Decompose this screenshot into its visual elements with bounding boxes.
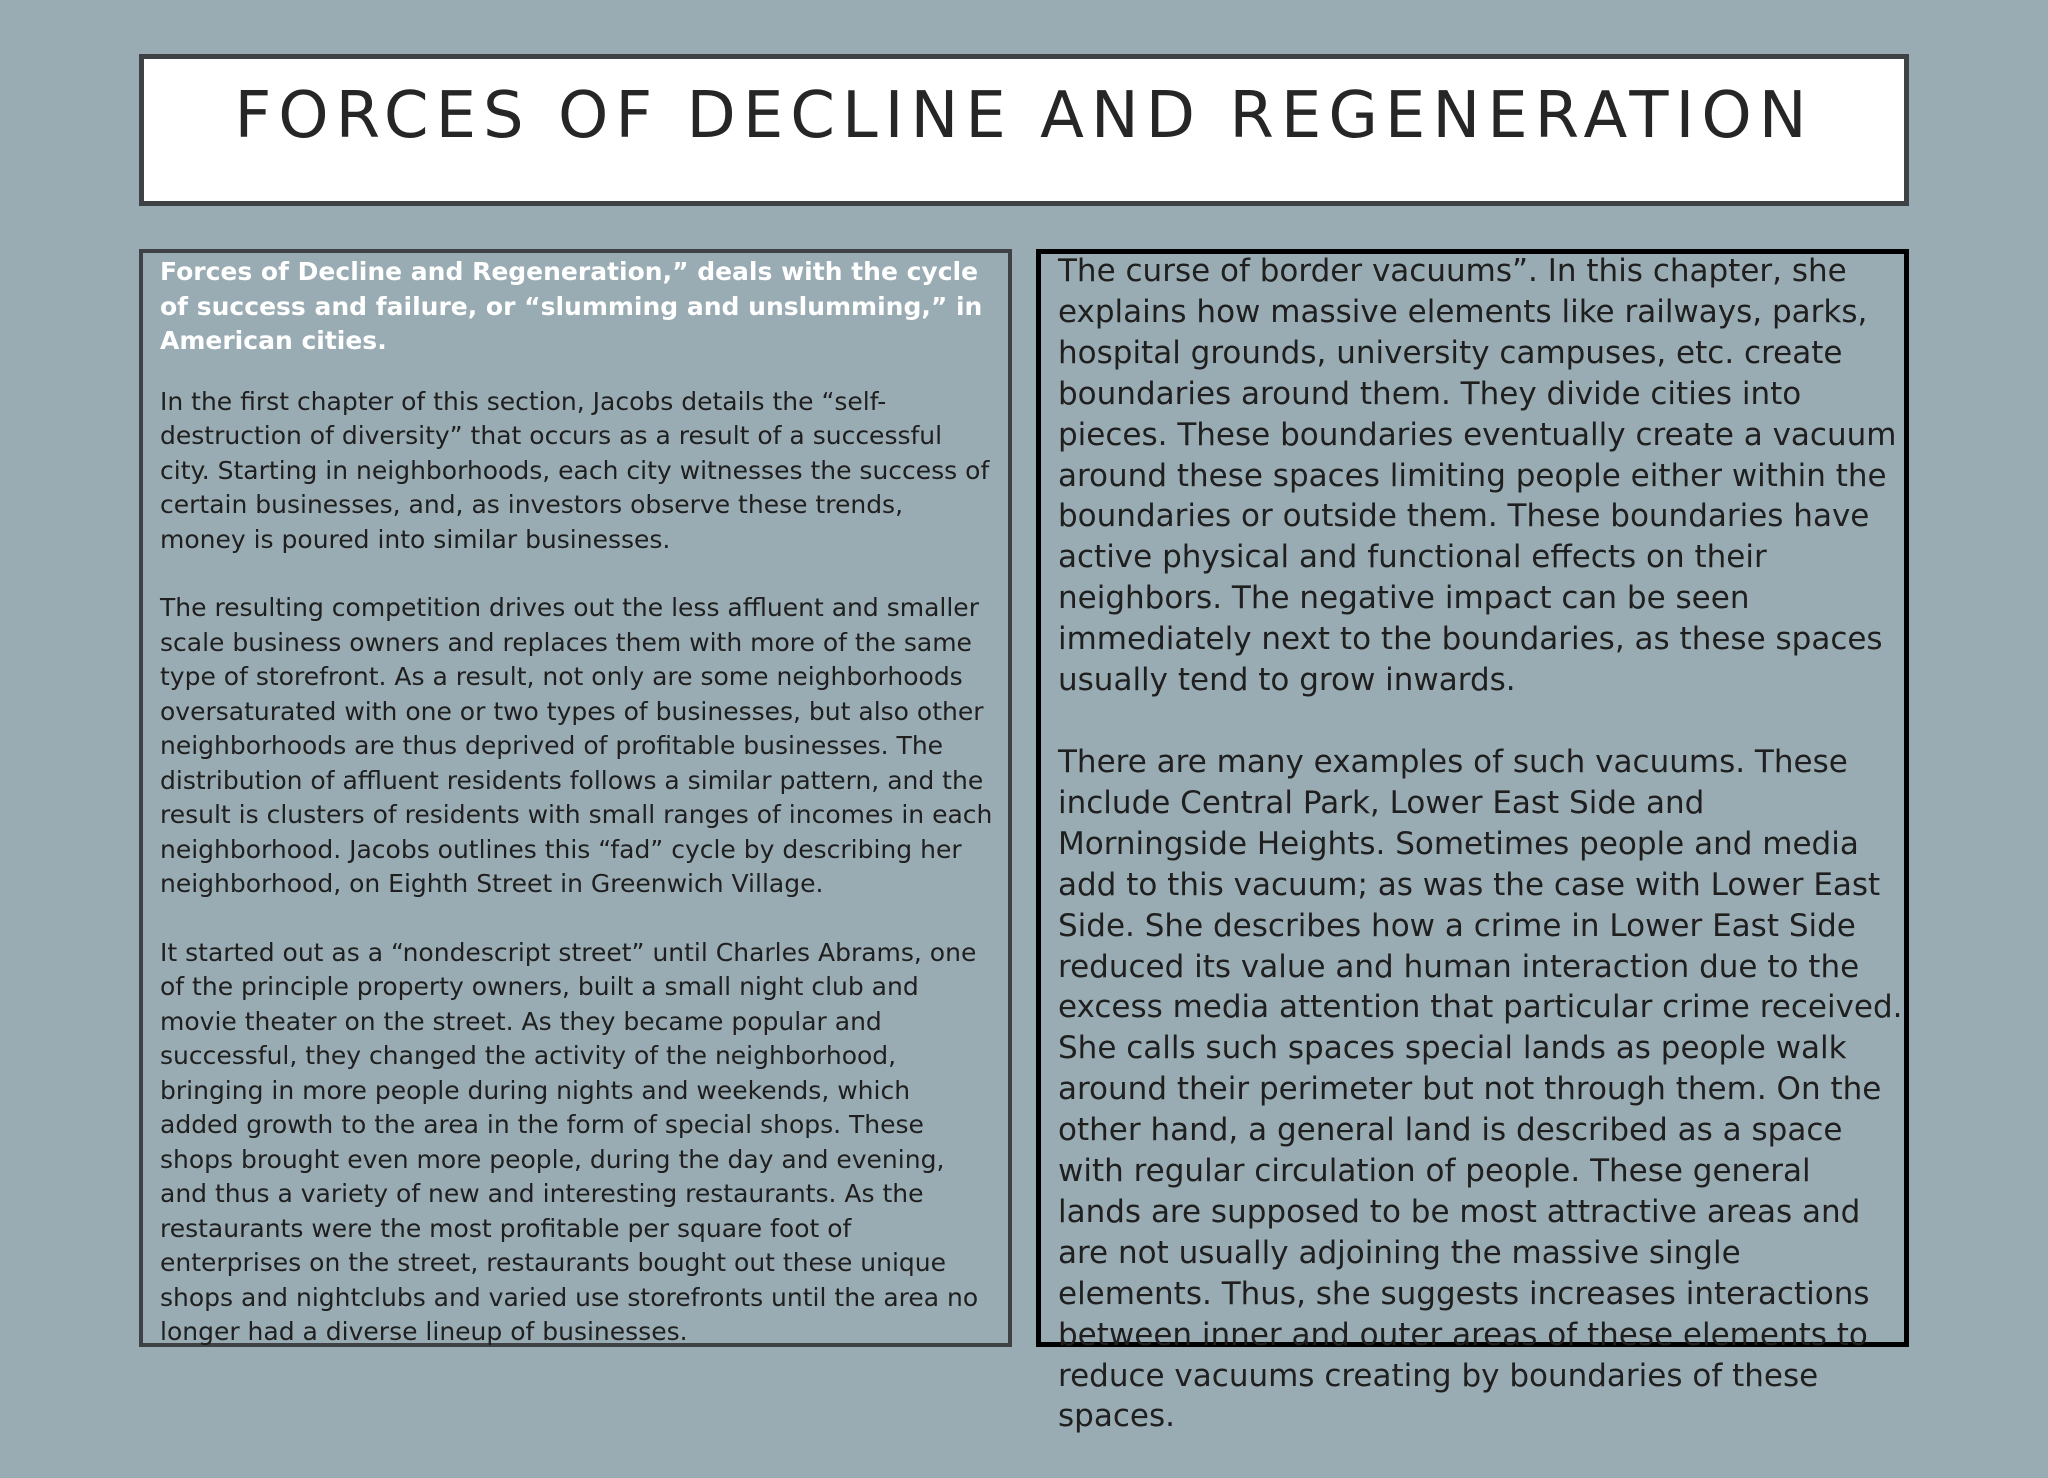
left-intro-heading: Forces of Decline and Regeneration,” deals with the cycle of success and failure, or “slumming and unslumming,” in American cities.: [160, 257, 983, 355]
slide-title: FORCES OF DECLINE AND REGENERATION: [234, 79, 1814, 153]
title-box: [139, 54, 1909, 206]
right-text-column: [1058, 251, 1903, 1478]
right-paragraph-2: There are many examples of such vacuums. These include Central Park, Lower East Side and Morningside Heights. Sometimes people and media add to this vacuum; as was the case with Lower East Side. She describes how a crime in Lower East Side reduced its value and human interaction due to the excess media attention that particular crime received. She calls such spaces special lands as people walk around their perimeter but not through them. On the other hand, a general land is described as a space with regular circulation of people. These general lands are supposed to be most attractive areas and are not usually adjoining the massive single elements. Thus, she suggests increases interactions between inner and outer areas of these elements to reduce vacuums creating by boundaries of these spaces.: [1058, 743, 1903, 1435]
left-paragraph-1: In the first chapter of this section, Jacobs details the “self-destruction of diversity” that occurs as a result of a successful city. Starting in neighborhoods, each city witnesses the success of certain businesses, and, as investors observe these trends, money is poured into similar businesses.: [160, 386, 990, 554]
left-paragraph-2: The resulting competition drives out the less affluent and smaller scale business owners and replaces them with more of the same type of storefront. As a result, not only are some neighborhoods oversaturated with one or two types of businesses, but also other neighborhoods are thus deprived of profitable businesses. The distribution of affluent residents follows a similar pattern, and the result is clusters of residents with small ranges of incomes in each neighborhood. Jacobs outlines this “fad” cycle by describing her neighborhood, on Eighth Street in Greenwich Village.: [160, 593, 993, 898]
left-text-column: [160, 255, 995, 1384]
left-paragraph-3: It started out as a “nondescript street” until Charles Abrams, one of the principle property owners, built a small night club and movie theater on the street. As they became popular and successful, they changed the activity of the neighborhood, bringing in more people during nights and weekends, which added growth to the area in the form of special shops. These shops brought even more people, during the day and evening, and thus a variety of new and interesting restaurants. As the restaurants were the most profitable per square foot of enterprises on the street, restaurants bought out these unique shops and nightclubs and varied use storefronts until the area no longer had a diverse lineup of businesses.: [160, 937, 979, 1346]
right-paragraph-1: The curse of border vacuums”. In this chapter, she explains how massive elements like railways, parks, hospital grounds, university campuses, etc. create boundaries around them. They divide cities into pieces. These boundaries eventually create a vacuum around these spaces limiting people either within the boundaries or outside them. These boundaries have active physical and functional effects on their neighbors. The negative impact can be seen immediately next to the boundaries, as these spaces usually tend to grow inwards.: [1058, 253, 1897, 699]
